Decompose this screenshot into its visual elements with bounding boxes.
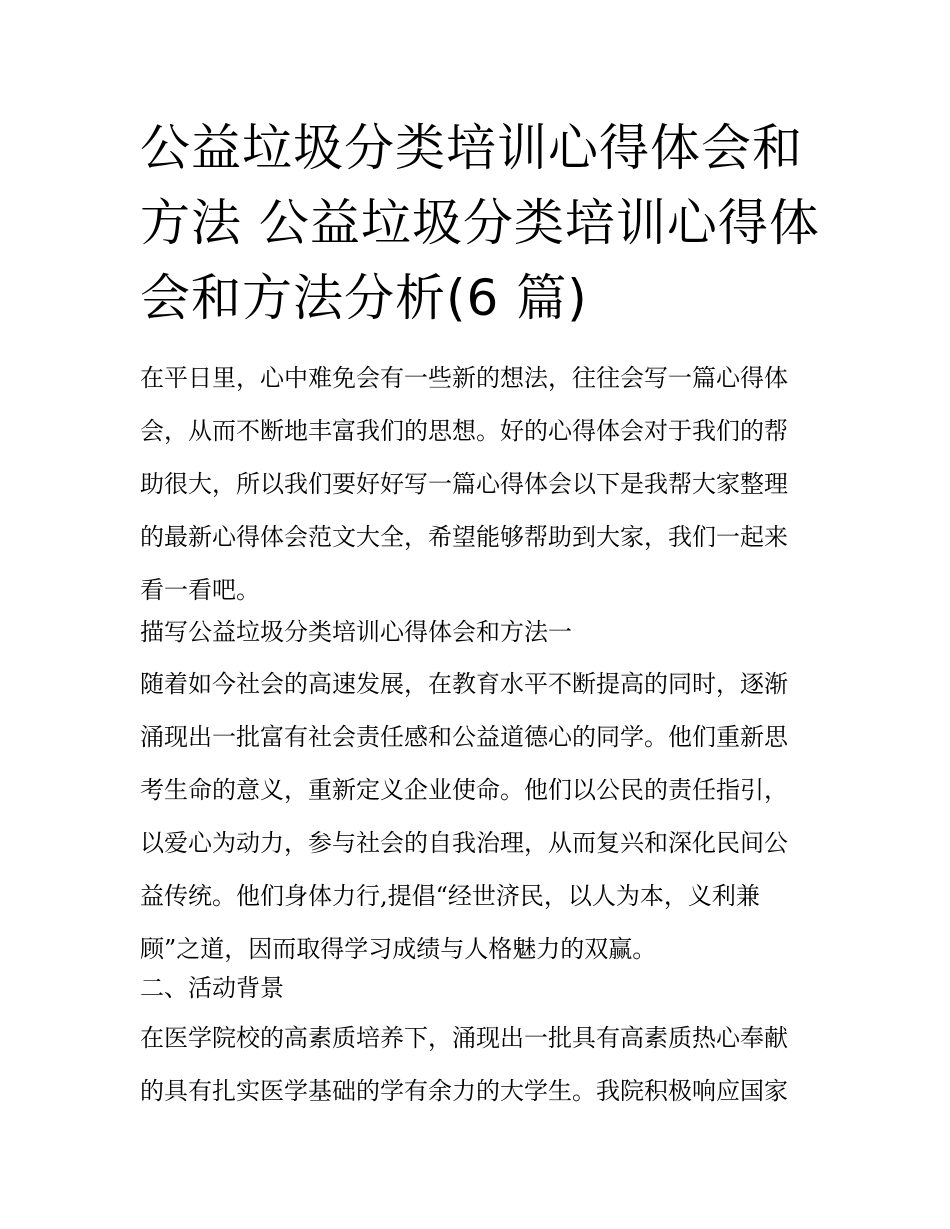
paragraph-line: 随着如今社会的高速发展，在教育水平不断提高的同时，逐渐 xyxy=(140,670,788,698)
paragraph-line: 在平日里，心中难免会有一些新的想法，往往会写一篇心得体 xyxy=(140,364,788,392)
section1-paragraph xyxy=(140,658,830,976)
paragraph-line: 的最新心得体会范文大全，希望能够帮助到大家，我们一起来 xyxy=(140,523,788,551)
paragraph-line: 助很大，所以我们要好好写一篇心得体会以下是我帮大家整理 xyxy=(140,470,788,498)
title-line: 公益垃圾分类培训心得体会和 xyxy=(140,119,803,177)
paragraph-line: 顾”之道，因而取得学习成绩与人格魅力的双赢。 xyxy=(140,935,657,963)
document-title xyxy=(140,111,830,336)
title-line: 会和方法分析(6 篇) xyxy=(140,269,588,327)
paragraph-line: 涌现出一批富有社会责任感和公益道德心的同学。他们重新思 xyxy=(140,723,788,751)
section-heading: 二、活动背景 xyxy=(140,974,284,1002)
section2-paragraph xyxy=(140,1012,830,1118)
title-line: 方法 公益垃圾分类培训心得体 xyxy=(140,194,820,252)
paragraph-line: 看一看吧。 xyxy=(140,576,260,604)
paragraph-line: 考生命的意义，重新定义企业使命。他们以公民的责任指引， xyxy=(140,776,788,804)
paragraph-line: 的具有扎实医学基础的学有余力的大学生。我院积极响应国家 xyxy=(140,1077,788,1105)
paragraph-line: 以爱心为动力，参与社会的自我治理，从而复兴和深化民间公 xyxy=(140,829,788,857)
paragraph-line: 会，从而不断地丰富我们的思想。好的心得体会对于我们的帮 xyxy=(140,417,788,445)
intro-paragraph xyxy=(140,352,830,617)
paragraph-line: 在医学院校的高素质培养下，涌现出一批具有高素质热心奉献 xyxy=(140,1024,788,1052)
paragraph-line: 益传统。他们身体力行,提倡“经世济民，以人为本，义利兼 xyxy=(140,882,760,910)
section-heading: 描写公益垃圾分类培训心得体会和方法一 xyxy=(140,618,572,646)
